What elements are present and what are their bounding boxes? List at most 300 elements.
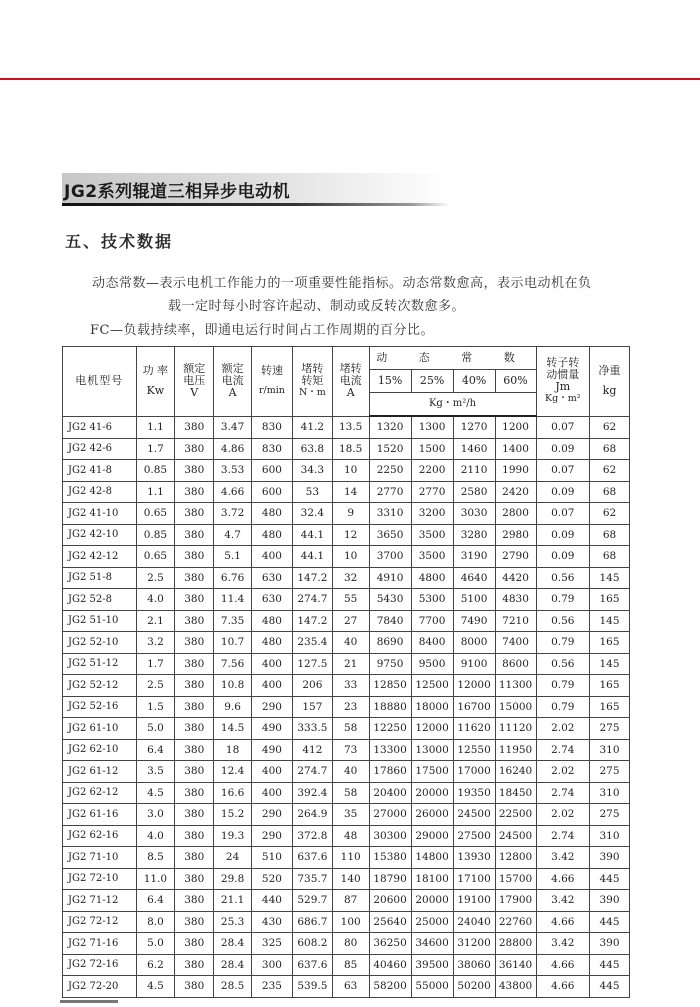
cell-locked-torque: 63.8: [292, 438, 332, 460]
cell-current: 19.3: [214, 825, 252, 847]
cell-voltage: 380: [175, 782, 214, 804]
cell-fc60: 4420: [495, 567, 536, 589]
cell-locked-current: 32: [332, 567, 369, 589]
cell-locked-current: 87: [332, 890, 369, 912]
cell-locked-current: 40: [332, 632, 369, 654]
cell-locked-current: 27: [332, 610, 369, 632]
cell-fc40: 1270: [453, 416, 495, 438]
cell-fc25: 5300: [411, 589, 453, 611]
cell-inertia: 2.74: [536, 782, 590, 804]
cell-inertia: 2.02: [536, 804, 590, 826]
cell-model: JG2 41-6: [63, 416, 137, 438]
cell-fc15: 2770: [369, 481, 411, 503]
table-row: [63, 481, 630, 503]
cell-locked-current: 10: [332, 460, 369, 482]
cell-inertia: 0.07: [536, 460, 590, 482]
cell-fc60: 2790: [495, 546, 536, 568]
cell-model: JG2 62-10: [63, 739, 137, 761]
table-row: [63, 438, 630, 460]
cell-weight: 445: [590, 911, 630, 933]
cell-locked-torque: 147.2: [292, 567, 332, 589]
cell-fc25: 20000: [411, 782, 453, 804]
header-locked-torque-unit: N・m: [298, 387, 326, 399]
cell-fc25: 7700: [411, 610, 453, 632]
cell-power: 11.0: [136, 868, 175, 890]
cell-fc40: 19350: [453, 782, 495, 804]
cell-fc60: 11300: [495, 675, 536, 697]
cell-inertia: 0.09: [536, 546, 590, 568]
cell-current: 4.66: [214, 481, 252, 503]
cell-fc60: 16240: [495, 761, 536, 783]
cell-fc15: 36250: [369, 933, 411, 955]
header-model: 电机型号: [63, 347, 137, 417]
cell-speed: 290: [251, 696, 292, 718]
cell-inertia: 0.07: [536, 416, 590, 438]
cell-fc40: 17000: [453, 761, 495, 783]
cell-power: 8.5: [136, 847, 175, 869]
cell-speed: 630: [251, 589, 292, 611]
cell-weight: 445: [590, 954, 630, 976]
cell-model: JG2 61-12: [63, 761, 137, 783]
cell-fc25: 20000: [411, 890, 453, 912]
cell-locked-torque: 235.4: [292, 632, 332, 654]
table-row: [63, 868, 630, 890]
cell-speed: 600: [251, 481, 292, 503]
cell-current: 16.6: [214, 782, 252, 804]
cell-fc15: 4910: [369, 567, 411, 589]
cell-fc60: 24500: [495, 825, 536, 847]
cell-fc25: 8400: [411, 632, 453, 654]
cell-power: 0.85: [136, 524, 175, 546]
cell-fc15: 7840: [369, 610, 411, 632]
cell-voltage: 380: [175, 632, 214, 654]
table-row: [63, 589, 630, 611]
cell-voltage: 380: [175, 761, 214, 783]
header-inertia-unit: Kg・m²: [545, 393, 581, 405]
header-current-label: 额定电流: [221, 362, 244, 388]
cell-fc25: 2770: [411, 481, 453, 503]
cell-fc40: 12550: [453, 739, 495, 761]
cell-locked-torque: 529.7: [292, 890, 332, 912]
cell-fc60: 1200: [495, 416, 536, 438]
cell-fc15: 2250: [369, 460, 411, 482]
cell-fc40: 1460: [453, 438, 495, 460]
cell-current: 10.8: [214, 675, 252, 697]
cell-fc60: 18450: [495, 782, 536, 804]
cell-speed: 490: [251, 739, 292, 761]
cell-fc40: 19100: [453, 890, 495, 912]
cell-locked-current: 21: [332, 653, 369, 675]
cell-model: JG2 71-16: [63, 933, 137, 955]
cell-fc60: 2980: [495, 524, 536, 546]
cell-fc60: 36140: [495, 954, 536, 976]
cell-power: 1.1: [136, 481, 175, 503]
cell-speed: 430: [251, 911, 292, 933]
cell-model: JG2 61-16: [63, 804, 137, 826]
cell-voltage: 380: [175, 976, 214, 998]
cell-speed: 520: [251, 868, 292, 890]
cell-locked-current: 10: [332, 546, 369, 568]
cell-weight: 275: [590, 761, 630, 783]
table-row: [63, 739, 630, 761]
cell-current: 25.3: [214, 911, 252, 933]
header-weight-label: 净重: [598, 364, 621, 378]
cell-locked-current: 23: [332, 696, 369, 718]
cell-voltage: 380: [175, 911, 214, 933]
cell-fc25: 3500: [411, 524, 453, 546]
cell-fc15: 27000: [369, 804, 411, 826]
paragraph-dynamic-constant-line1: 动态常数—表示电机工作能力的一项重要性能指标。动态常数愈高，表示电动机在负: [92, 276, 592, 291]
cell-weight: 145: [590, 567, 630, 589]
cell-current: 9.6: [214, 696, 252, 718]
cell-inertia: 3.42: [536, 890, 590, 912]
cell-locked-current: 12: [332, 524, 369, 546]
cell-locked-current: 63: [332, 976, 369, 998]
cell-inertia: 0.09: [536, 481, 590, 503]
cell-locked-torque: 157: [292, 696, 332, 718]
cell-fc40: 3030: [453, 503, 495, 525]
cell-speed: 480: [251, 632, 292, 654]
cell-fc60: 1400: [495, 438, 536, 460]
cell-power: 1.7: [136, 438, 175, 460]
cell-fc25: 18100: [411, 868, 453, 890]
cell-current: 28.4: [214, 933, 252, 955]
cell-voltage: 380: [175, 546, 214, 568]
cell-fc15: 8690: [369, 632, 411, 654]
table-row: [63, 804, 630, 826]
header-power: [136, 347, 175, 417]
cell-speed: 400: [251, 782, 292, 804]
title-underline: [62, 203, 450, 206]
cell-model: JG2 71-12: [63, 890, 137, 912]
cell-weight: 62: [590, 503, 630, 525]
cell-power: 5.0: [136, 718, 175, 740]
cell-current: 3.53: [214, 460, 252, 482]
cell-locked-torque: 44.1: [292, 524, 332, 546]
cell-model: JG2 41-10: [63, 503, 137, 525]
cell-model: JG2 61-10: [63, 718, 137, 740]
cell-inertia: 3.42: [536, 933, 590, 955]
cell-power: 2.5: [136, 675, 175, 697]
cell-fc60: 43800: [495, 976, 536, 998]
table-row: [63, 567, 630, 589]
cell-fc60: 2420: [495, 481, 536, 503]
cell-inertia: 0.79: [536, 696, 590, 718]
table-row: [63, 524, 630, 546]
table-row: [63, 911, 630, 933]
cell-fc15: 12250: [369, 718, 411, 740]
cell-fc40: 3280: [453, 524, 495, 546]
cell-speed: 830: [251, 416, 292, 438]
cell-fc15: 9750: [369, 653, 411, 675]
cell-locked-current: 58: [332, 782, 369, 804]
cell-power: 0.65: [136, 503, 175, 525]
cell-current: 3.72: [214, 503, 252, 525]
header-locked-torque-label: 堵转转矩: [301, 362, 324, 388]
cell-locked-current: 55: [332, 589, 369, 611]
cell-inertia: 4.66: [536, 976, 590, 998]
cell-fc40: 8000: [453, 632, 495, 654]
header-speed-label: 转速: [260, 364, 283, 378]
cell-power: 1.5: [136, 696, 175, 718]
cell-fc25: 4800: [411, 567, 453, 589]
header-inertia-label: 转子转动惯量Jm: [546, 356, 580, 394]
cell-power: 4.0: [136, 825, 175, 847]
cell-weight: 62: [590, 460, 630, 482]
cell-fc40: 16700: [453, 696, 495, 718]
cell-fc15: 30300: [369, 825, 411, 847]
cell-locked-current: 48: [332, 825, 369, 847]
header-fc-40: 40%: [453, 370, 495, 393]
cell-model: JG2 42-10: [63, 524, 137, 546]
cell-fc25: 26000: [411, 804, 453, 826]
cell-voltage: 380: [175, 739, 214, 761]
cell-locked-current: 110: [332, 847, 369, 869]
cell-fc60: 15700: [495, 868, 536, 890]
header-locked-current-label: 堵转电流: [339, 362, 362, 388]
cell-voltage: 380: [175, 567, 214, 589]
cell-fc40: 24500: [453, 804, 495, 826]
cell-power: 1.7: [136, 653, 175, 675]
cell-model: JG2 72-16: [63, 954, 137, 976]
table-row: [63, 976, 630, 998]
cell-current: 18: [214, 739, 252, 761]
cell-current: 15.2: [214, 804, 252, 826]
cell-locked-current: 58: [332, 718, 369, 740]
cell-fc60: 12800: [495, 847, 536, 869]
cell-voltage: 380: [175, 825, 214, 847]
cell-voltage: 380: [175, 653, 214, 675]
cell-weight: 390: [590, 890, 630, 912]
cell-speed: 290: [251, 804, 292, 826]
table-row: [63, 503, 630, 525]
cell-fc40: 17100: [453, 868, 495, 890]
cell-locked-torque: 264.9: [292, 804, 332, 826]
table-row: [63, 460, 630, 482]
header-speed: [251, 347, 292, 417]
cell-speed: 480: [251, 610, 292, 632]
cell-voltage: 380: [175, 610, 214, 632]
cell-fc15: 1320: [369, 416, 411, 438]
cell-model: JG2 62-16: [63, 825, 137, 847]
cell-fc40: 5100: [453, 589, 495, 611]
cell-weight: 165: [590, 589, 630, 611]
cell-fc40: 31200: [453, 933, 495, 955]
cell-model: JG2 72-20: [63, 976, 137, 998]
cell-fc60: 8600: [495, 653, 536, 675]
cell-locked-torque: 608.2: [292, 933, 332, 955]
cell-inertia: 0.79: [536, 632, 590, 654]
cell-voltage: 380: [175, 718, 214, 740]
cell-fc15: 12850: [369, 675, 411, 697]
cell-inertia: 0.79: [536, 675, 590, 697]
cell-fc15: 15380: [369, 847, 411, 869]
header-current-unit: A: [228, 386, 237, 400]
cell-model: JG2 42-6: [63, 438, 137, 460]
cell-fc60: 11120: [495, 718, 536, 740]
cell-locked-current: 18.5: [332, 438, 369, 460]
cell-fc60: 2800: [495, 503, 536, 525]
cell-current: 11.4: [214, 589, 252, 611]
cell-fc15: 3650: [369, 524, 411, 546]
cell-weight: 145: [590, 610, 630, 632]
cell-fc40: 24040: [453, 911, 495, 933]
cell-locked-torque: 735.7: [292, 868, 332, 890]
cell-speed: 830: [251, 438, 292, 460]
cell-power: 4.5: [136, 782, 175, 804]
cell-fc40: 13930: [453, 847, 495, 869]
cell-model: JG2 51-8: [63, 567, 137, 589]
cell-inertia: 4.66: [536, 954, 590, 976]
cell-locked-torque: 34.3: [292, 460, 332, 482]
cell-fc60: 28800: [495, 933, 536, 955]
cell-model: JG2 52-10: [63, 632, 137, 654]
cell-speed: 510: [251, 847, 292, 869]
bottom-mark: [60, 1000, 118, 1003]
cell-locked-torque: 274.7: [292, 761, 332, 783]
cell-model: JG2 52-12: [63, 675, 137, 697]
cell-fc40: 50200: [453, 976, 495, 998]
cell-power: 2.5: [136, 567, 175, 589]
cell-locked-current: 33: [332, 675, 369, 697]
table-row: [63, 653, 630, 675]
table-row: [63, 696, 630, 718]
cell-power: 6.2: [136, 954, 175, 976]
cell-fc15: 20600: [369, 890, 411, 912]
header-locked-torque: [292, 347, 332, 417]
cell-fc40: 12000: [453, 675, 495, 697]
cell-locked-torque: 637.6: [292, 847, 332, 869]
cell-locked-current: 100: [332, 911, 369, 933]
cell-weight: 390: [590, 847, 630, 869]
cell-locked-current: 80: [332, 933, 369, 955]
cell-speed: 400: [251, 675, 292, 697]
cell-fc60: 1990: [495, 460, 536, 482]
cell-model: JG2 42-12: [63, 546, 137, 568]
cell-voltage: 380: [175, 481, 214, 503]
cell-inertia: 0.79: [536, 589, 590, 611]
cell-power: 4.0: [136, 589, 175, 611]
table-row: [63, 546, 630, 568]
cell-current: 5.1: [214, 546, 252, 568]
cell-weight: 145: [590, 653, 630, 675]
table-row: [63, 416, 630, 438]
cell-fc40: 38060: [453, 954, 495, 976]
technical-data-table: [62, 346, 630, 998]
cell-current: 28.4: [214, 954, 252, 976]
cell-fc25: 13000: [411, 739, 453, 761]
cell-fc15: 40460: [369, 954, 411, 976]
cell-speed: 480: [251, 503, 292, 525]
table-row: [63, 933, 630, 955]
cell-voltage: 380: [175, 675, 214, 697]
cell-power: 0.85: [136, 460, 175, 482]
cell-weight: 310: [590, 825, 630, 847]
document-title: JG2系列辊道三相异步电动机: [64, 182, 291, 202]
cell-voltage: 380: [175, 804, 214, 826]
cell-inertia: 4.66: [536, 911, 590, 933]
table-row: [63, 675, 630, 697]
cell-inertia: 0.56: [536, 610, 590, 632]
cell-speed: 630: [251, 567, 292, 589]
cell-fc40: 3190: [453, 546, 495, 568]
cell-inertia: 4.66: [536, 868, 590, 890]
table-row: [63, 718, 630, 740]
cell-fc25: 2200: [411, 460, 453, 482]
cell-model: JG2 72-10: [63, 868, 137, 890]
cell-power: 6.4: [136, 890, 175, 912]
cell-locked-torque: 539.5: [292, 976, 332, 998]
cell-current: 10.7: [214, 632, 252, 654]
cell-fc15: 1520: [369, 438, 411, 460]
cell-inertia: 0.09: [536, 438, 590, 460]
cell-power: 4.5: [136, 976, 175, 998]
cell-current: 24: [214, 847, 252, 869]
cell-model: JG2 52-8: [63, 589, 137, 611]
cell-fc15: 3700: [369, 546, 411, 568]
table-row: [63, 847, 630, 869]
cell-fc25: 14800: [411, 847, 453, 869]
cell-locked-current: 73: [332, 739, 369, 761]
cell-inertia: 0.07: [536, 503, 590, 525]
section-heading: 五、技术数据: [65, 232, 174, 251]
cell-current: 7.56: [214, 653, 252, 675]
cell-voltage: 380: [175, 868, 214, 890]
cell-locked-current: 14: [332, 481, 369, 503]
cell-fc25: 34600: [411, 933, 453, 955]
cell-fc25: 25000: [411, 911, 453, 933]
cell-power: 5.0: [136, 933, 175, 955]
cell-fc25: 1500: [411, 438, 453, 460]
cell-weight: 165: [590, 632, 630, 654]
header-weight-unit: kg: [602, 384, 617, 398]
cell-fc25: 55000: [411, 976, 453, 998]
cell-weight: 68: [590, 481, 630, 503]
table-row: [63, 761, 630, 783]
cell-inertia: 0.56: [536, 653, 590, 675]
cell-current: 28.5: [214, 976, 252, 998]
cell-inertia: 2.02: [536, 718, 590, 740]
cell-locked-torque: 41.2: [292, 416, 332, 438]
cell-fc15: 3310: [369, 503, 411, 525]
cell-voltage: 380: [175, 933, 214, 955]
cell-speed: 325: [251, 933, 292, 955]
header-voltage-unit: V: [190, 386, 199, 400]
cell-power: 1.1: [136, 416, 175, 438]
cell-inertia: 3.42: [536, 847, 590, 869]
header-speed-unit: r/min: [258, 385, 285, 397]
cell-model: JG2 62-12: [63, 782, 137, 804]
header-dynamic-unit: Kg・m²/h: [369, 393, 536, 417]
cell-locked-torque: 392.4: [292, 782, 332, 804]
cell-model: JG2 51-12: [63, 653, 137, 675]
header-fc-60: 60%: [495, 370, 536, 393]
cell-voltage: 380: [175, 503, 214, 525]
cell-locked-torque: 686.7: [292, 911, 332, 933]
cell-voltage: 380: [175, 890, 214, 912]
cell-power: 3.5: [136, 761, 175, 783]
cell-fc60: 17900: [495, 890, 536, 912]
cell-speed: 440: [251, 890, 292, 912]
cell-fc25: 12000: [411, 718, 453, 740]
cell-fc60: 22500: [495, 804, 536, 826]
table-row: [63, 825, 630, 847]
paragraph-fc-definition: FC—负载持续率，即通电运行时间占工作周期的百分比。: [90, 323, 434, 338]
cell-model: JG2 52-16: [63, 696, 137, 718]
cell-locked-torque: 274.7: [292, 589, 332, 611]
table-row: [63, 890, 630, 912]
table-row: [63, 954, 630, 976]
